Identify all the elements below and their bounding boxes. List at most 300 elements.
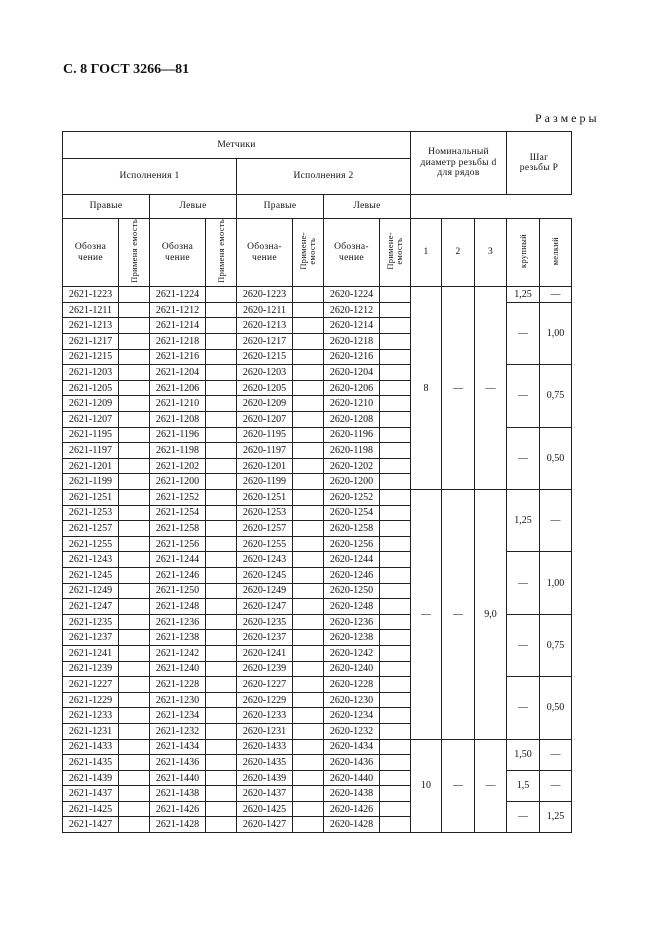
application-v2-left	[380, 474, 411, 490]
application-v1-right	[119, 614, 150, 630]
application-v2-right	[293, 287, 324, 303]
pitch-coarse: —	[507, 614, 540, 676]
designation-v1-left: 2621-1210	[150, 396, 206, 412]
application-v1-left	[206, 552, 237, 568]
designation-v1-left: 2621-1228	[150, 677, 206, 693]
application-header-4: Примене- емость	[380, 219, 411, 287]
application-v2-left	[380, 365, 411, 381]
designation-v2-left: 2620-1438	[324, 786, 380, 802]
designation-v1-right: 2621-1425	[63, 801, 119, 817]
application-v2-left	[380, 396, 411, 412]
designation-v1-left: 2621-1216	[150, 349, 206, 365]
application-v1-left	[206, 396, 237, 412]
pitch-fine: 0,75	[540, 614, 572, 676]
application-v2-right	[293, 380, 324, 396]
application-v1-right	[119, 817, 150, 833]
pitch-fine: —	[540, 287, 572, 303]
application-v1-left	[206, 723, 237, 739]
application-v1-left	[206, 739, 237, 755]
application-v2-right	[293, 692, 324, 708]
designation-v2-left: 2620-1250	[324, 583, 380, 599]
application-v2-right	[293, 599, 324, 615]
designation-v1-right: 2621-1255	[63, 536, 119, 552]
designation-v1-left: 2621-1224	[150, 287, 206, 303]
designation-v1-right: 2621-1433	[63, 739, 119, 755]
designation-v1-right: 2621-1207	[63, 412, 119, 428]
designation-v1-left: 2621-1200	[150, 474, 206, 490]
version1-header: Исполнения 1	[63, 159, 237, 195]
designation-v2-right: 2620-1197	[237, 443, 293, 459]
application-v1-left	[206, 583, 237, 599]
designation-v2-left: 2620-1426	[324, 801, 380, 817]
application-v1-right	[119, 521, 150, 537]
application-v2-right	[293, 521, 324, 537]
application-v2-right	[293, 412, 324, 428]
designation-v1-right: 2621-1223	[63, 287, 119, 303]
application-v1-left	[206, 645, 237, 661]
application-v1-left	[206, 770, 237, 786]
application-v1-left	[206, 380, 237, 396]
application-v2-left	[380, 521, 411, 537]
application-v1-left	[206, 365, 237, 381]
designation-v1-right: 2621-1195	[63, 427, 119, 443]
designation-v2-left: 2620-1210	[324, 396, 380, 412]
designation-v1-left: 2621-1204	[150, 365, 206, 381]
application-v1-left	[206, 786, 237, 802]
designation-v1-right: 2621-1437	[63, 786, 119, 802]
application-v1-left	[206, 817, 237, 833]
designation-v1-left: 2621-1248	[150, 599, 206, 615]
application-v1-right	[119, 458, 150, 474]
diameter-row2: —	[442, 490, 475, 740]
designation-v2-left: 2620-1436	[324, 755, 380, 771]
designation-v2-left: 2620-1242	[324, 645, 380, 661]
right-header-2: Правые	[237, 195, 324, 219]
application-v1-right	[119, 287, 150, 303]
diameter-row2: —	[442, 287, 475, 490]
application-v2-left	[380, 661, 411, 677]
designation-v2-right: 2620-1215	[237, 349, 293, 365]
designation-v2-right: 2620-1229	[237, 692, 293, 708]
application-v2-right	[293, 396, 324, 412]
taps-header: Метчики	[63, 132, 411, 159]
application-v1-right	[119, 708, 150, 724]
designation-v2-left: 2620-1218	[324, 334, 380, 350]
diameter-row3: 9,0	[475, 490, 507, 740]
designation-v2-left: 2620-1434	[324, 739, 380, 755]
application-v1-right	[119, 505, 150, 521]
application-v1-right	[119, 599, 150, 615]
pitch-fine: 0,50	[540, 677, 572, 739]
application-v1-left	[206, 630, 237, 646]
application-v1-right	[119, 349, 150, 365]
application-header-3: Примене- емость	[293, 219, 324, 287]
application-v2-left	[380, 458, 411, 474]
designation-v1-right: 2621-1209	[63, 396, 119, 412]
application-v1-right	[119, 474, 150, 490]
designation-v1-left: 2621-1434	[150, 739, 206, 755]
application-v2-left	[380, 645, 411, 661]
designation-v1-right: 2621-1227	[63, 677, 119, 693]
left-header-1: Левые	[150, 195, 237, 219]
designation-v2-right: 2620-1201	[237, 458, 293, 474]
designation-v2-right: 2620-1257	[237, 521, 293, 537]
application-v1-right	[119, 443, 150, 459]
application-v2-right	[293, 443, 324, 459]
designation-v1-left: 2621-1242	[150, 645, 206, 661]
application-v1-right	[119, 583, 150, 599]
application-v1-left	[206, 505, 237, 521]
application-v1-left	[206, 677, 237, 693]
designation-v2-right: 2620-1253	[237, 505, 293, 521]
designation-v2-left: 2620-1206	[324, 380, 380, 396]
pitch-coarse: —	[507, 801, 540, 832]
application-v1-left	[206, 287, 237, 303]
designation-v1-right: 2621-1197	[63, 443, 119, 459]
designation-v2-left: 2620-1236	[324, 614, 380, 630]
designation-v2-left: 2620-1252	[324, 490, 380, 506]
table-row	[63, 739, 572, 755]
designation-v1-right: 2621-1427	[63, 817, 119, 833]
application-v1-left	[206, 599, 237, 615]
designation-v1-right: 2621-1257	[63, 521, 119, 537]
designation-v1-right: 2621-1229	[63, 692, 119, 708]
row1-header: 1	[411, 219, 442, 287]
application-v2-left	[380, 334, 411, 350]
designation-v2-left: 2620-1224	[324, 287, 380, 303]
application-v1-left	[206, 536, 237, 552]
designation-v1-left: 2621-1232	[150, 723, 206, 739]
designation-v2-left: 2620-1198	[324, 443, 380, 459]
designation-v1-left: 2621-1236	[150, 614, 206, 630]
diameter-row1: —	[411, 490, 442, 740]
designation-v1-left: 2621-1436	[150, 755, 206, 771]
designation-v2-left: 2620-1230	[324, 692, 380, 708]
application-v2-left	[380, 801, 411, 817]
application-header-1: Применя емость	[119, 219, 150, 287]
application-v1-left	[206, 661, 237, 677]
designation-v1-left: 2621-1258	[150, 521, 206, 537]
fine-header: мелкий	[540, 219, 572, 287]
designation-v2-right: 2620-1217	[237, 334, 293, 350]
designation-v2-right: 2620-1223	[237, 287, 293, 303]
pitch-coarse: 1,25	[507, 490, 540, 552]
designation-v2-right: 2620-1207	[237, 412, 293, 428]
application-v2-right	[293, 349, 324, 365]
designation-v2-left: 2620-1246	[324, 567, 380, 583]
designation-v1-left: 2621-1196	[150, 427, 206, 443]
designation-v2-right: 2620-1205	[237, 380, 293, 396]
designation-v1-left: 2621-1440	[150, 770, 206, 786]
application-v1-right	[119, 334, 150, 350]
designation-v1-right: 2621-1243	[63, 552, 119, 568]
application-v2-right	[293, 505, 324, 521]
application-v2-right	[293, 536, 324, 552]
application-v1-right	[119, 661, 150, 677]
application-v1-left	[206, 490, 237, 506]
designation-v2-right: 2620-1245	[237, 567, 293, 583]
designation-v2-right: 2620-1233	[237, 708, 293, 724]
application-v2-right	[293, 645, 324, 661]
designation-v2-right: 2620-1235	[237, 614, 293, 630]
designation-v1-right: 2621-1213	[63, 318, 119, 334]
application-v2-left	[380, 708, 411, 724]
application-v1-right	[119, 739, 150, 755]
designation-v2-right: 2620-1249	[237, 583, 293, 599]
application-v1-right	[119, 801, 150, 817]
pitch-coarse: 1,50	[507, 739, 540, 770]
application-v1-right	[119, 490, 150, 506]
designation-v1-left: 2621-1214	[150, 318, 206, 334]
application-v1-right	[119, 536, 150, 552]
application-v2-right	[293, 365, 324, 381]
pitch-fine: 0,75	[540, 365, 572, 427]
designation-v2-left: 2620-1214	[324, 318, 380, 334]
designation-v1-left: 2621-1240	[150, 661, 206, 677]
designation-v2-left: 2620-1248	[324, 599, 380, 615]
application-v1-right	[119, 412, 150, 428]
application-v2-left	[380, 412, 411, 428]
designation-v1-left: 2621-1250	[150, 583, 206, 599]
designation-v2-left: 2620-1228	[324, 677, 380, 693]
pitch-fine: 1,25	[540, 801, 572, 832]
application-v2-left	[380, 630, 411, 646]
designation-v1-right: 2621-1235	[63, 614, 119, 630]
application-v1-right	[119, 786, 150, 802]
designation-v1-right: 2621-1435	[63, 755, 119, 771]
diameter-row2: —	[442, 739, 475, 833]
application-v1-right	[119, 427, 150, 443]
application-v2-left	[380, 677, 411, 693]
designation-v2-right: 2620-1251	[237, 490, 293, 506]
designation-v1-left: 2621-1198	[150, 443, 206, 459]
application-v2-right	[293, 583, 324, 599]
application-v1-left	[206, 801, 237, 817]
designation-v1-left: 2621-1234	[150, 708, 206, 724]
designation-v2-left: 2620-1238	[324, 630, 380, 646]
designation-v1-left: 2621-1428	[150, 817, 206, 833]
pitch-coarse: —	[507, 552, 540, 614]
designation-v2-right: 2620-1199	[237, 474, 293, 490]
pitch-fine: 0,50	[540, 427, 572, 489]
application-v1-left	[206, 318, 237, 334]
pitch-fine: 1,00	[540, 552, 572, 614]
designation-v2-right: 2620-1425	[237, 801, 293, 817]
pitch-fine: —	[540, 739, 572, 770]
diameter-row3: —	[475, 739, 507, 833]
application-v1-right	[119, 302, 150, 318]
table-row	[63, 287, 572, 303]
application-v1-left	[206, 334, 237, 350]
application-v2-right	[293, 770, 324, 786]
designation-v2-right: 2620-1203	[237, 365, 293, 381]
designation-v2-left: 2620-1202	[324, 458, 380, 474]
application-v2-right	[293, 786, 324, 802]
application-v2-left	[380, 443, 411, 459]
designation-v1-right: 2621-1201	[63, 458, 119, 474]
designation-v1-left: 2621-1252	[150, 490, 206, 506]
designation-v2-left: 2620-1244	[324, 552, 380, 568]
application-header-2: Применя емость	[206, 219, 237, 287]
row2-header: 2	[442, 219, 475, 287]
designation-v1-right: 2621-1253	[63, 505, 119, 521]
application-v1-left	[206, 427, 237, 443]
application-v1-right	[119, 692, 150, 708]
designation-v2-left: 2620-1196	[324, 427, 380, 443]
application-v1-right	[119, 380, 150, 396]
application-v2-left	[380, 490, 411, 506]
designation-v1-right: 2621-1215	[63, 349, 119, 365]
application-v2-right	[293, 474, 324, 490]
application-v2-right	[293, 661, 324, 677]
application-v1-right	[119, 396, 150, 412]
designation-v1-right: 2621-1247	[63, 599, 119, 615]
application-v2-left	[380, 599, 411, 615]
application-v2-right	[293, 614, 324, 630]
designation-v2-left: 2620-1256	[324, 536, 380, 552]
page-header: С. 8 ГОСТ 3266—81	[63, 62, 190, 77]
application-v2-left	[380, 349, 411, 365]
designation-v1-right: 2621-1233	[63, 708, 119, 724]
designation-v2-left: 2620-1240	[324, 661, 380, 677]
application-v2-left	[380, 583, 411, 599]
designation-v1-right: 2621-1217	[63, 334, 119, 350]
designation-v2-left: 2620-1428	[324, 817, 380, 833]
application-v2-right	[293, 677, 324, 693]
designation-v2-right: 2620-1241	[237, 645, 293, 661]
gost-table	[62, 131, 572, 833]
diameter-row1: 10	[411, 739, 442, 833]
designation-header-3: Обозна- чение	[237, 219, 293, 287]
application-v2-left	[380, 692, 411, 708]
designation-v2-left: 2620-1254	[324, 505, 380, 521]
application-v2-right	[293, 755, 324, 771]
application-v2-left	[380, 567, 411, 583]
designation-v2-left: 2620-1212	[324, 302, 380, 318]
application-v1-left	[206, 412, 237, 428]
designation-v2-right: 2620-1227	[237, 677, 293, 693]
application-v2-left	[380, 552, 411, 568]
application-v2-right	[293, 567, 324, 583]
designation-v2-right: 2620-1231	[237, 723, 293, 739]
designation-v2-right: 2620-1255	[237, 536, 293, 552]
pitch-coarse: 1,5	[507, 770, 540, 801]
pitch-fine: —	[540, 490, 572, 552]
designation-v1-right: 2621-1203	[63, 365, 119, 381]
designation-v1-right: 2621-1239	[63, 661, 119, 677]
application-v2-right	[293, 708, 324, 724]
row3-header: 3	[475, 219, 507, 287]
application-v1-right	[119, 318, 150, 334]
application-v1-right	[119, 645, 150, 661]
application-v2-left	[380, 287, 411, 303]
application-v1-right	[119, 365, 150, 381]
application-v1-left	[206, 692, 237, 708]
designation-v1-left: 2621-1426	[150, 801, 206, 817]
application-v2-right	[293, 817, 324, 833]
application-v1-right	[119, 755, 150, 771]
designation-v2-left: 2620-1216	[324, 349, 380, 365]
designation-v2-left: 2620-1200	[324, 474, 380, 490]
designation-v1-left: 2621-1438	[150, 786, 206, 802]
application-v2-right	[293, 334, 324, 350]
application-v2-right	[293, 458, 324, 474]
application-v2-left	[380, 786, 411, 802]
application-v2-right	[293, 630, 324, 646]
table-row	[63, 490, 572, 506]
designation-v1-left: 2621-1244	[150, 552, 206, 568]
designation-v2-left: 2620-1258	[324, 521, 380, 537]
application-v1-right	[119, 723, 150, 739]
nominal-diameter-header: Номинальный диаметр резьбы d для рядов	[411, 132, 507, 195]
application-v1-right	[119, 770, 150, 786]
designation-v1-left: 2621-1206	[150, 380, 206, 396]
application-v1-left	[206, 474, 237, 490]
designation-header-4: Обозна- чение	[324, 219, 380, 287]
designation-v2-left: 2620-1232	[324, 723, 380, 739]
diameter-row3: —	[475, 287, 507, 490]
designation-v1-left: 2621-1256	[150, 536, 206, 552]
designation-header-1: Обозна чение	[63, 219, 119, 287]
application-v1-left	[206, 708, 237, 724]
designation-v1-right: 2621-1249	[63, 583, 119, 599]
designation-v1-left: 2621-1202	[150, 458, 206, 474]
application-v1-right	[119, 677, 150, 693]
designation-v1-right: 2621-1251	[63, 490, 119, 506]
designation-v1-left: 2621-1208	[150, 412, 206, 428]
pitch-coarse: —	[507, 427, 540, 489]
pitch-coarse: —	[507, 365, 540, 427]
table-body	[63, 287, 572, 833]
application-v1-right	[119, 630, 150, 646]
designation-v1-right: 2621-1241	[63, 645, 119, 661]
pitch-header: Шаг резьбы P	[507, 132, 572, 195]
designation-v2-right: 2620-1239	[237, 661, 293, 677]
application-v2-left	[380, 614, 411, 630]
application-v1-left	[206, 443, 237, 459]
designation-v2-right: 2620-1243	[237, 552, 293, 568]
application-v1-left	[206, 755, 237, 771]
application-v1-left	[206, 567, 237, 583]
application-v2-left	[380, 770, 411, 786]
diameter-row1: 8	[411, 287, 442, 490]
designation-v2-right: 2620-1433	[237, 739, 293, 755]
application-v2-left	[380, 427, 411, 443]
application-v2-left	[380, 536, 411, 552]
application-v2-right	[293, 801, 324, 817]
application-v1-right	[119, 567, 150, 583]
designation-v2-right: 2620-1211	[237, 302, 293, 318]
designation-v1-left: 2621-1218	[150, 334, 206, 350]
application-v2-right	[293, 302, 324, 318]
designation-header-2: Обозна чение	[150, 219, 206, 287]
right-header-1: Правые	[63, 195, 150, 219]
application-v1-left	[206, 521, 237, 537]
designation-v1-left: 2621-1230	[150, 692, 206, 708]
application-v2-right	[293, 739, 324, 755]
application-v2-left	[380, 318, 411, 334]
application-v2-right	[293, 490, 324, 506]
designation-v1-right: 2621-1237	[63, 630, 119, 646]
pitch-coarse: —	[507, 302, 540, 364]
designation-v1-left: 2621-1238	[150, 630, 206, 646]
designation-v1-right: 2621-1211	[63, 302, 119, 318]
sizes-label: Размеры	[535, 111, 600, 125]
application-v2-left	[380, 755, 411, 771]
designation-v2-left: 2620-1204	[324, 365, 380, 381]
application-v2-left	[380, 380, 411, 396]
left-header-2: Левые	[324, 195, 411, 219]
